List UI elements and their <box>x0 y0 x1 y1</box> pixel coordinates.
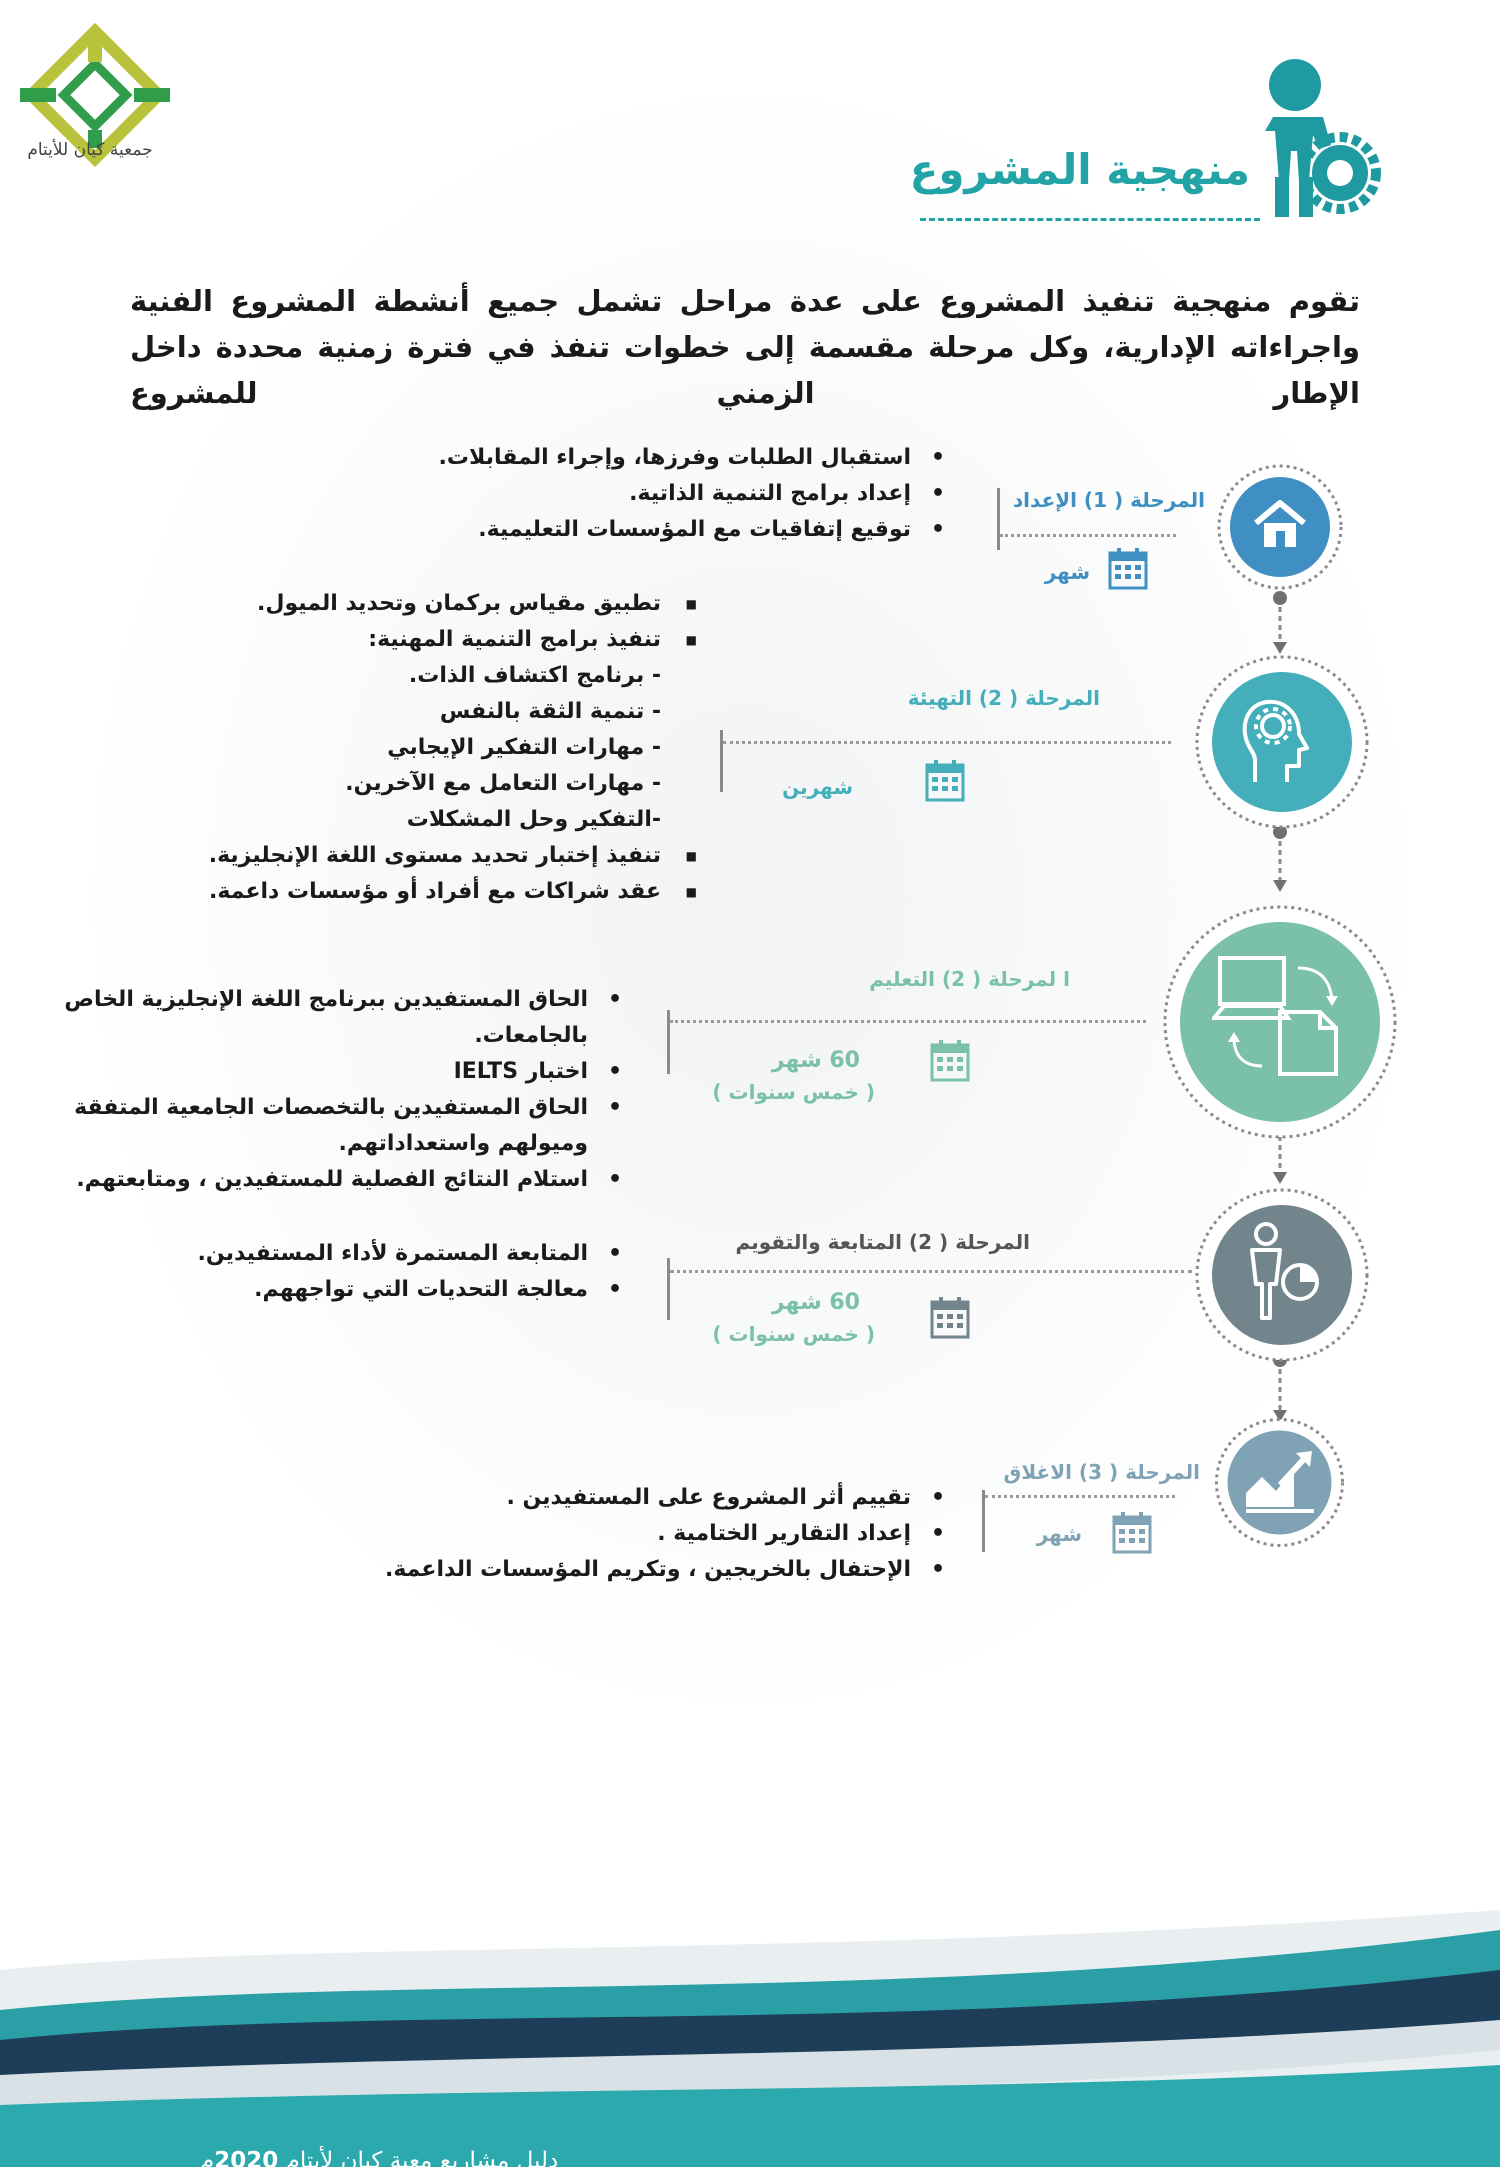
stage4-duration: 60 شهر <box>771 1290 860 1315</box>
list-item: • اختبار IELTS <box>52 1054 632 1090</box>
list-item: • المتابعة المستمرة لأداء المستفيدين. <box>32 1236 632 1272</box>
stage4-connector-vertical <box>667 1258 670 1320</box>
head-gear-icon <box>1237 692 1327 792</box>
stage2-duration: شهرين <box>782 775 853 799</box>
stage1-bullets <box>255 440 955 548</box>
footer-waves <box>0 1900 1500 2167</box>
stage2-bullets <box>5 586 705 910</box>
list-item: -التفكير وحل المشكلات <box>406 807 661 832</box>
list-item: • الحاق المستفيدين ببرنامج اللغة الإنجليزية الخاص بالجامعات. <box>52 982 632 1054</box>
footer-year: 2020 <box>214 2148 279 2174</box>
page-title: منهجية المشروع <box>909 145 1250 194</box>
list-item: • إعداد برامج التنمية الذاتية. <box>255 476 955 512</box>
title-underline <box>920 218 1260 221</box>
footer-suffix: م <box>200 2148 215 2174</box>
person-gear-illustration <box>1245 55 1385 230</box>
stage4-label: المرحلة ( 2) المتابعة والتقويم <box>735 1230 1030 1254</box>
stage2-label: المرحلة ( 2) التهيئة <box>907 686 1100 710</box>
stage4-duration-note: ( خمس سنوات ) <box>712 1322 875 1346</box>
growth-chart-icon <box>1240 1447 1320 1517</box>
stage3-duration-note: ( خمس سنوات ) <box>712 1080 875 1104</box>
computer-document-icon <box>1212 950 1347 1080</box>
stage1-duration: شهر <box>1044 560 1090 584</box>
list-item: • الإحتفال بالخريجين ، وتكريم المؤسسات الداعمة. <box>355 1552 955 1588</box>
list-item: • معالجة التحديات التي تواجههم. <box>32 1272 632 1308</box>
intro-paragraph: تقوم منهجية تنفيذ المشروع على عدة مراحل تشمل جميع أنشطة المشروع الفنية واجراءاته الإدارية، وكل مرحلة مقسمة إلى خطوات تنفذ في فترة زمنية محددة داخل الإطار الزمني للمشروع <box>130 284 1360 410</box>
footer-caption <box>200 2148 558 2174</box>
calendar-icon <box>1108 546 1148 590</box>
list-item: ■ تنفيذ إختبار تحديد مستوى اللغة الإنجليزية. <box>5 838 705 874</box>
stage5-connector-horizontal <box>985 1495 1175 1498</box>
logo-caption: جمعية كيان للأيتام <box>27 140 153 160</box>
calendar-icon <box>925 758 965 802</box>
stage5-bullets <box>355 1480 955 1588</box>
calendar-icon <box>930 1295 970 1339</box>
stage5-connector-vertical <box>982 1490 985 1552</box>
list-item: ■ تطبيق مقياس بركمان وتحديد الميول. <box>5 586 705 622</box>
list-item: • استلام النتائج الفصلية للمستفيدين ، ومتابعتهم. <box>52 1162 632 1198</box>
list-item: ■ عقد شراكات مع أفراد أو مؤسسات داعمة. <box>5 874 705 910</box>
list-item: ■ تنفيذ برامج التنمية المهنية: <box>5 622 705 658</box>
list-item: • توقيع إتفاقيات مع المؤسسات التعليمية. <box>255 512 955 548</box>
stage3-bullets <box>52 982 632 1198</box>
person-chart-icon <box>1240 1220 1325 1325</box>
stage3-label: ا لمرحلة ( 2) التعليم <box>869 967 1070 991</box>
stage4-connector-horizontal <box>670 1270 1192 1273</box>
stage3-duration: 60 شهر <box>771 1048 860 1073</box>
stage1-label: المرحلة ( 1) الإعداد <box>1012 488 1205 512</box>
footer-text: دليل مشاريع معية كيان لأيتام <box>278 2148 559 2174</box>
list-item: - تنمية الثقة بالنفس <box>439 699 661 724</box>
list-item: • تقييم أثر المشروع على المستفيدين . <box>355 1480 955 1516</box>
list-item: • إعداد التقارير الختامية . <box>355 1516 955 1552</box>
stage5-label: المرحلة ( 3) الاغلاق <box>1003 1460 1200 1484</box>
stage1-connector-vertical <box>997 488 1000 550</box>
stage3-connector-horizontal <box>670 1020 1146 1023</box>
calendar-icon <box>1112 1510 1152 1554</box>
stage1-connector-horizontal <box>1000 534 1176 537</box>
list-item: - مهارات التفكير الإيجابي <box>387 735 661 760</box>
stage5-duration: شهر <box>1036 1522 1082 1546</box>
stage2-connector-vertical <box>720 730 723 792</box>
stage2-connector-horizontal <box>723 741 1171 744</box>
list-item: • الحاق المستفيدين بالتخصصات الجامعية المتفقة وميولهم واستعداداتهم. <box>52 1090 632 1162</box>
list-item: - مهارات التعامل مع الآخرين. <box>345 771 661 796</box>
list-item: - برنامج اكتشاف الذات. <box>408 663 661 688</box>
home-icon <box>1250 495 1310 555</box>
stage4-bullets <box>32 1236 632 1308</box>
list-item: • استقبال الطلبات وفرزها، وإجراء المقابلات. <box>255 440 955 476</box>
calendar-icon <box>930 1038 970 1082</box>
